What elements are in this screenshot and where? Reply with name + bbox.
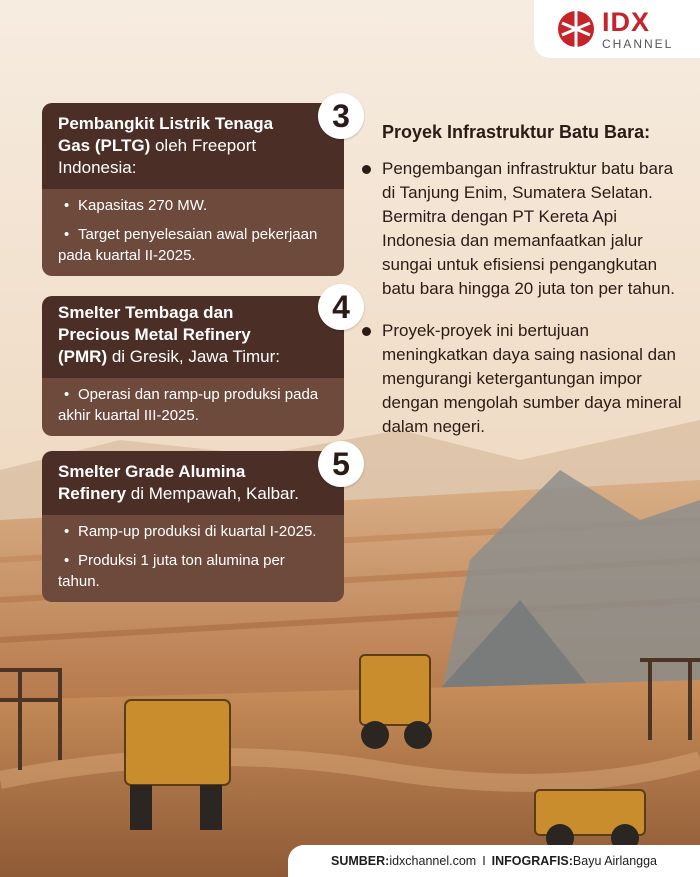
source-label: SUMBER: — [330, 854, 390, 868]
project-card-4 — [42, 296, 344, 436]
credit-label: INFOGRAFIS: — [491, 854, 573, 868]
source-value: idxchannel.com — [389, 854, 477, 868]
bullet-dot — [362, 165, 371, 174]
card-title-rest: di Mempawah, Kalbar. — [126, 484, 299, 503]
project-card-3 — [42, 103, 344, 276]
card-number-badge: 4 — [318, 284, 364, 330]
card-body — [42, 189, 344, 276]
card-number-badge: 3 — [318, 93, 364, 139]
source-footer — [288, 845, 700, 877]
project-card-5 — [42, 451, 344, 602]
section-title: Proyek Infrastruktur Batu Bara: — [382, 122, 651, 142]
card-title-bold: Smelter Tembaga dan Precious Metal Refinery (PMR) — [58, 303, 251, 366]
list-item: • Ramp-up produksi di kuartal I-2025. — [64, 523, 317, 540]
list-item: • Operasi dan ramp-up produksi pada akhir kuartal III-2025. — [58, 386, 319, 424]
card-title-bold: Pembangkit Listrik Tenaga Gas (PLTG) — [58, 114, 274, 155]
list-item: • Target penyelesaian awal pekerjaan pada kuartal II-2025. — [58, 226, 318, 264]
list-item: Proyek-proyek ini bertujuan meningkatkan daya saing nasional dan mengurangi ketergantungan impor dengan mengolah sumber daya mineral dalam negeri. — [360, 319, 690, 439]
logo-sub: CHANNEL — [602, 36, 674, 51]
idx-channel-logo — [534, 0, 700, 58]
list-item: • Kapasitas 270 MW. — [64, 197, 208, 214]
idx-globe-icon — [556, 9, 596, 49]
card-title-bold: Smelter Grade Alumina Refinery — [58, 462, 246, 503]
card-body — [42, 515, 344, 602]
credit-value: Bayu Airlangga — [572, 854, 658, 868]
card-title — [42, 451, 344, 515]
card-title-rest: oleh Freeport Indonesia: — [58, 136, 257, 177]
list-item: • Produksi 1 juta ton alumina per tahun. — [58, 552, 285, 590]
footer-separator: I — [482, 854, 486, 868]
logo-brand: IDX — [602, 6, 651, 37]
coal-infrastructure-section — [360, 122, 690, 457]
card-number-badge: 5 — [318, 441, 364, 487]
card-title — [42, 103, 344, 189]
card-title-rest: di Gresik, Jawa Timur: — [107, 347, 280, 366]
card-body — [42, 378, 344, 436]
card-title — [42, 296, 344, 378]
bullet-dot — [362, 327, 371, 336]
list-item: Pengembangan infrastruktur batu bara di Tanjung Enim, Sumatera Selatan. Bermitra dengan PT Kereta Api Indonesia dan memanfaatkan jalur sungai untuk efisiensi pengangkutan batu bara hingga 20 juta ton per tahun. — [360, 157, 690, 301]
